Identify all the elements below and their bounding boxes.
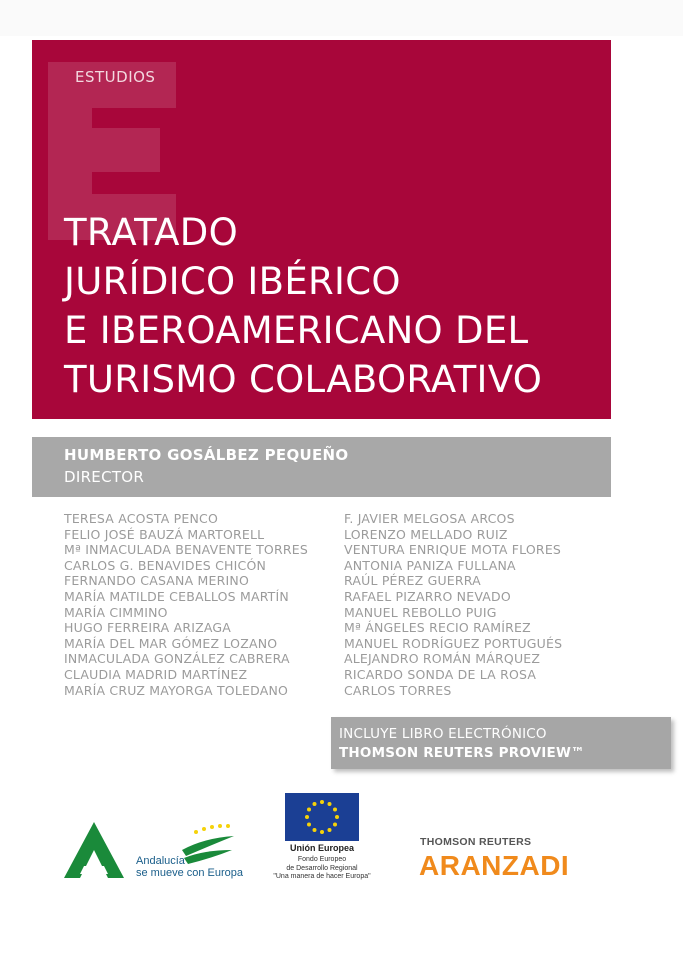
proview-label: THOMSON REUTERS PROVIEW™ [339,745,585,761]
author-name: MARÍA CIMMINO [64,604,168,620]
aranzadi-logo: ARANZADI [419,850,570,881]
author-name: MANUEL RODRÍGUEZ PORTUGUÉS [344,635,563,651]
author-name: LORENZO MELLADO RUIZ [344,526,508,542]
author-name: MARÍA MATILDE CEBALLOS MARTÍN [64,588,289,604]
director-band [32,437,611,497]
author-name: TERESA ACOSTA PENCO [64,511,218,526]
ebook-notice-text: INCLUYE LIBRO ELECTRÓNICO [339,726,547,742]
eu-flag-icon [285,793,359,841]
andalucia-text [136,855,243,879]
eu-fund-text [258,856,386,882]
eu-title: Unión Europea [289,843,354,853]
book-title [64,208,604,404]
author-name: ANTONIA PANIZA FULLANA [344,557,516,573]
title-line: JURÍDICO IBÉRICO [64,260,401,303]
author-name: ALEJANDRO ROMÁN MÁRQUEZ [344,651,541,667]
author-name: FELIO JOSÉ BAUZÁ MARTORELL [64,526,265,542]
thomson-reuters-label: THOMSON REUTERS [420,836,532,848]
author-name: RAÚL PÉREZ GUERRA [344,573,481,589]
author-name: INMACULADA GONZÁLEZ CABRERA [64,651,290,667]
title-line: TRATADO [64,211,239,254]
author-name: FERNANDO CASANA MERINO [64,573,249,589]
authors-column-left [64,511,308,698]
eu-fund-line: "Una manera de hacer Europa" [273,873,371,880]
title-line: TURISMO COLABORATIVO [64,358,543,401]
author-name: Mª INMACULADA BENAVENTE TORRES [64,542,308,558]
author-name: RAFAEL PIZARRO NEVADO [344,588,511,604]
author-name: F. JAVIER MELGOSA ARCOS [344,511,515,526]
director-role: DIRECTOR [64,468,145,486]
series-label: ESTUDIOS [75,68,156,86]
eu-fund-line: de Desarrollo Regional [286,864,358,872]
author-name: HUGO FERREIRA ARIZAGA [64,620,232,636]
author-name: VENTURA ENRIQUE MOTA FLORES [344,542,562,558]
eu-fund-line: Fondo Europeo [297,856,347,863]
author-name: MARÍA DEL MAR GÓMEZ LOZANO [64,635,278,651]
author-name: MANUEL REBOLLO PUIG [344,604,497,620]
ebook-notice-band [331,717,671,769]
andalucia-name: Andalucía [136,855,185,867]
top-margin-strip [0,0,683,36]
cover-title-block [32,40,611,419]
author-name: MARÍA CRUZ MAYORGA TOLEDANO [64,682,289,698]
author-name: CARLOS G. BENAVIDES CHICÓN [64,557,267,573]
andalucia-slogan: se mueve con Europa [136,867,244,879]
author-name: CARLOS TORRES [344,682,452,698]
author-name: Mª ÁNGELES RECIO RAMÍREZ [344,620,531,636]
title-line: E IBEROAMERICANO DEL [64,309,529,352]
authors-column-right [344,511,562,698]
author-name: RICARDO SONDA DE LA ROSA [344,666,537,682]
author-name: CLAUDIA MADRID MARTÍNEZ [64,666,248,682]
director-name: HUMBERTO GOSÁLBEZ PEQUEÑO [64,446,349,464]
